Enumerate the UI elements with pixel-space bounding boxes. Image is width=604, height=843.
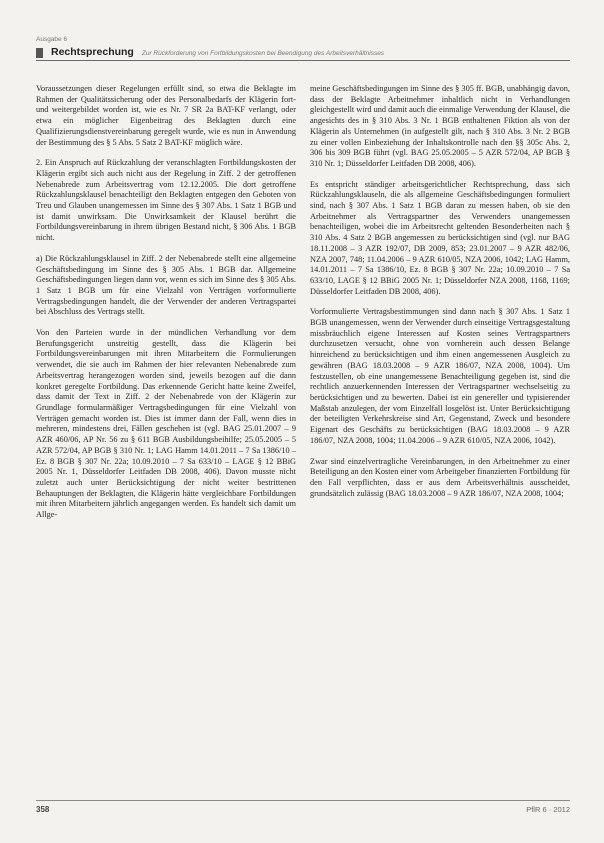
left-paragraph-3: a) Die Rückzahlungsklausel in Ziff. 2 der Nebenabrede stellt eine allgemeine Geschäftsbedingung im Sinne des § 305 Abs. 1 BGB dar. Allgemeine Geschäftsbedingungen liegen dann vor, wenn es sich im Sinne des § 305 Abs. 1 Satz 1 BGB um für eine Vielzahl von Verträgen vorformulierte Vertragsbedingungen handelt, die der Verwender der anderen Vertragspartei bei Abschluss des Vertrags stellt.: [36, 253, 296, 317]
left-paragraph-4: Von den Parteien wurde in der mündlichen Verhandlung vor dem Berufungsgericht unstreitig gestellt, dass die Klägerin bei Fortbildungsvereinbarungen mit ihren Mitarbeitern die Formulierungen verwendet, die sie auch im Rahmen der hier relevanten Nebenabrede zum Arbeitsvertrag herangezogen worden sind, jeweils bezogen auf die dann konkret geregelte Fortbildung. Das erkennende Gericht hatte keine Zweifel, dass damit der Text in Ziff. 2 der Nebenabrede von der Klägerin zur Grundlage formularmäßiger Vertragsbedingungen für eine Vielzahl von Verträgen gemacht worden ist. Dies ist immer dann der Fall, wenn dies in mehreren, mindestens drei, Fällen geschehen ist (vgl. BAG 25.01.2007 – 9 AZR 460/06, AP Nr. 56 zu § 611 BGB Ausbildungsbeihilfe; 25.05.2005 – 5 AZR 572/04, AP BGB § 310 Nr. 1; LAG Hamm 14.01.2011 – 7 Sa 1386/10 – Ez. 8 BGB § 307 Nr. 22a; 10.09.2010 – 7 Sa 633/10 – LAGE § 12 BBiG 2005 Nr. 1, Düsseldorfer Leitfaden DB 2008, 406). Davon musste nicht zuletzt auch unter Berücksichtigung der nicht weiter bestrittenen Behauptungen der Beklagten, die Klägerin hätte vergleichbare Fortbildungen mit ihren Mitarbeitern jährlich angegangen werden. Es handelt sich damit um Allge-: [36, 328, 296, 520]
right-paragraph-2: Es entspricht ständiger arbeitsgerichtlicher Rechtsprechung, dass sich Rückzahlungsklauseln, die als allgemeine Geschäftsbedingungen formuliert sind, nach § 307 Abs. 1 Satz 1 BGB daran zu messen haben, ob sie den Arbeitnehmer als Vertragspartner des Verwenders unangemessen benachteiligen, wobei die im Arbeitsrecht geltenden Besonderheiten nach § 310 Abs. 4 Satz 2 BGB angemessen zu berücksichtigen sind (vgl. nur BAG 18.11.2008 – 3 AZR 192/07, DB 2009, 853; 23.01.2007 – 9 AZR 482/06, NZA 2007, 748; 11.04.2006 – 9 AZR 610/05, NZA 2006, 1042; LAG Hamm, 14.01.2011 – 7 Sa 1386/10, Ez. 8 BGB § 307 Nr. 22a; 10.09.2010 – 7 Sa 633/10, LAGE § 12 BBiG 2005 Nr. 1; Düsseldorfer NZA 2008, 1168, 1169; Düsseldorfer Leitfaden DB 2008, 406).: [310, 179, 570, 296]
page-footer: [36, 800, 570, 817]
right-paragraph-4: Zwar sind einzelvertragliche Vereinbarungen, in den Arbeitnehmer zu einer Beteiligung an den Kosten einer vom Arbeitgeber finanzierten Fortbildung für den Fall verpflichten, dass er aus dem Arbeitsverhältnis ausscheidet, grundsätzlich zulässig (BAG 18.03.2008 – 9 AZR 186/07, NZA 2008, 1004;: [310, 456, 570, 498]
right-paragraph-1: meine Geschäftsbedingungen im Sinne des § 305 ff. BGB, unabhängig davon, dass der Beklagte Arbeitnehmer inhaltlich nicht in Verhandlungen gleichgestellt wird und damit auch die einmalige Verwendung der Klausel, die angesichts des in § 310 Abs. 3 Nr. 1 BGB enthaltenen Fiktion als von der Klägerin als Unternehmen (in aufgestellt gilt, nach § 310 Abs. 3 Nr. 2 BGB zu einer vollen Einbeziehung der Inhaltskontrolle nach den §§ 305c Abs. 2, 306 bis 309 BGB führt (vgl. BAG 25.05.2005 – 5 AZR 572/04, AP BGB § 310 Nr. 1; Düsseldorfer Leitfaden DB 2008, 406).: [310, 84, 570, 168]
header-marker: [36, 48, 43, 58]
right-paragraph-3: Vorformulierte Vertragsbestimmungen sind dann nach § 307 Abs. 1 Satz 1 BGB unangemessen, wenn der Verwender durch einseitige Vertragsgestaltung missbräuchlich eigene Interessen auf Kosten seines Vertragspartners durchzusetzen versucht, ohne von vornherein auch dessen Belange hinreichend zu berücksichtigen und ihm einen angemessenen Ausgleich zu gewähren (BAG 18.03.2008 – 9 AZR 186/07, NZA 2008, 1004). Um festzustellen, ob eine unangemessene Benachteiligung gegeben ist, sind die rechtlich anzuerkennenden Interessen der Vertragspartner wechselseitig zu berücksichtigen und zu bewerten. Dabei ist ein genereller und typisierender Maßstab anzulegen, der vom Einzelfall losgelöst ist. Unter Berücksichtigung der beteiligten Verkehrskreise sind Art, Gegenstand, Zweck und besondere Eigenart des Geschäfts zu berücksichtigen (BAG 18.03.2008 – 9 AZR 186/07, NZA 2008, 1004; 11.04.2006 – 9 AZR 610/05, NZA 2006, 1042).: [310, 307, 570, 445]
page-header: [36, 46, 570, 61]
issue-label: PflR 6 · 2012: [526, 805, 570, 814]
header-title: Rechtsprechung: [51, 46, 134, 58]
left-paragraph-2: 2. Ein Anspruch auf Rückzahlung der veranschlagten Fortbildungskosten der Klägerin ergibt sich auch nicht aus der Regelung in Ziff. 2 der getroffenen Nebenabrede zum Arbeitsvertrag vom 12.12.2005. Die dort getroffene Rückzahlungsklausel benachteiligt den Beklagten entgegen den Geboten von Treu und Glauben unangemessen im Sinne des § 307 Abs. 1 Satz 1 BGB und ist damit unwirksam. Die Unwirksamkeit der Klausel berührt die Fortbildungsvereinbarung in ihrem übrigen Bestand nicht, § 306 Abs. 1 BGB nicht.: [36, 158, 296, 243]
right-column: [310, 84, 570, 790]
section-label: Ausgabe 6: [36, 36, 68, 43]
left-paragraph-1: Voraussetzungen dieser Regelungen erfüllt sind, so etwa die Beklagte im Rahmen der Qualitätssicherung oder des Personalbedarfs der Klägerin fort- und weitergebildet worden ist, wie es Nr. 7 SR 2a BAT-KF verlangt, oder etwa ein möglicher Eigenbeitrag des Beklagten durch eine Qualifizierungsdienstvereinbarung geregelt wurde, wie es nun in Anwendung der Bestimmung des § 5 Abs. 5 Satz 2 BAT-KF möglich wäre.: [36, 84, 296, 147]
header-subtitle: Zur Rückforderung von Fortbildungskosten bei Beendigung des Arbeitsverhältnisses: [141, 50, 385, 57]
left-column: [36, 84, 296, 790]
page-number: 358: [36, 805, 50, 814]
